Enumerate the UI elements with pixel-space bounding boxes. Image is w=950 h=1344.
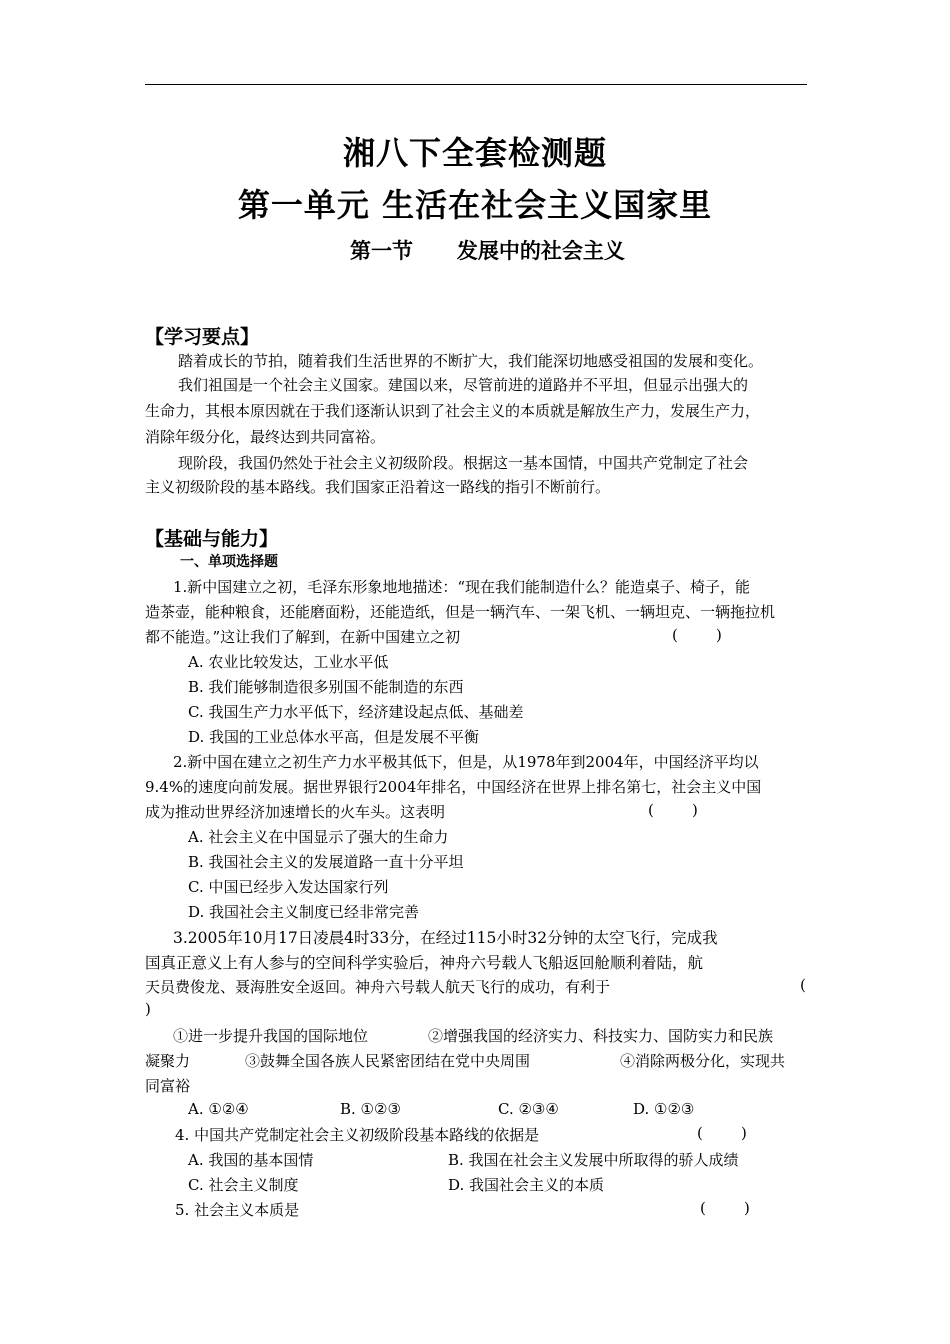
q2-option-d: D. 我国社会主义制度已经非常完善 — [188, 903, 420, 921]
q3-option-c: C. ②③④ — [498, 1100, 559, 1118]
study-points-para2-line3: 消除年级分化，最终达到共同富裕。 — [145, 428, 386, 446]
q3-statement-4: ④消除两极分化，实现共 — [620, 1052, 786, 1070]
q3-option-b: B. ①②③ — [340, 1100, 401, 1118]
header-rule — [145, 84, 807, 85]
q5-answer-blank: ( ) — [700, 1199, 750, 1217]
q1-option-b: B. 我们能够制造很多别国不能制造的东西 — [188, 678, 464, 696]
q4-answer-blank: ( ) — [697, 1124, 747, 1142]
q3-statement-4-cont: 同富裕 — [145, 1077, 191, 1095]
q3-line2: 国真正意义上有人参与的空间科学实验后，神舟六号载人飞船返回舱顺利着陆，航 — [145, 954, 704, 972]
q3-answer-blank-open: ( — [800, 976, 806, 994]
q4-line1: 4. 中国共产党制定社会主义初级阶段基本路线的依据是 — [175, 1126, 540, 1144]
q3-statement-1: ①进一步提升我国的国际地位 — [173, 1027, 369, 1045]
q1-option-c: C. 我国生产力水平低下，经济建设起点低、基础差 — [188, 703, 524, 721]
study-points-heading: 【学习要点】 — [145, 326, 260, 348]
q5-line1: 5. 社会主义本质是 — [175, 1201, 300, 1219]
basics-heading: 【基础与能力】 — [145, 528, 279, 550]
q2-answer-blank: ( ) — [648, 801, 698, 819]
q2-line2: 9.4%的速度向前发展。据世界银行2004年排名，中国经济在世界上排名第七，社会主义中国 — [145, 778, 762, 796]
q3-option-d: D. ①②③ — [633, 1100, 695, 1118]
q2-option-a: A. 社会主义在中国显示了强大的生命力 — [188, 828, 449, 846]
q4-option-d: D. 我国社会主义的本质 — [448, 1176, 605, 1194]
study-points-para2-line2: 生命力，其根本原因就在于我们逐渐认识到了社会主义的本质就是解放生产力，发展生产力， — [145, 402, 761, 420]
section-title: 第一节 发展中的社会主义 — [350, 239, 625, 263]
q1-line1: 1.新中国建立之初，毛泽东形象地地描述：“现在我们能制造什么？能造桌子、椅子，能 — [173, 578, 750, 596]
q1-line3: 都不能造。”这让我们了解到，在新中国建立之初 — [145, 628, 461, 646]
q3-statement-2: ②增强我国的经济实力、科技实力、国防实力和民族 — [428, 1027, 774, 1045]
study-points-para1: 踏着成长的节拍，随着我们生活世界的不断扩大，我们能深切地感受祖国的发展和变化。 — [178, 352, 764, 370]
q2-option-b: B. 我国社会主义的发展道路一直十分平坦 — [188, 853, 464, 871]
q1-answer-blank: ( ) — [672, 626, 722, 644]
q4-option-b: B. 我国在社会主义发展中所取得的骄人成绩 — [448, 1151, 739, 1169]
q4-option-c: C. 社会主义制度 — [188, 1176, 299, 1194]
unit-title: 第一单元 生活在社会主义国家里 — [237, 186, 713, 224]
study-points-para3-line1: 现阶段，我国仍然处于社会主义初级阶段。根据这一基本国情，中国共产党制定了社会 — [178, 454, 749, 472]
q1-line2: 造茶壶，能种粮食，还能磨面粉，还能造纸，但是一辆汽车、一架飞机、一辆坦克、一辆拖拉机 — [145, 603, 776, 621]
q3-answer-blank-close: ) — [145, 1000, 151, 1018]
q3-option-a: A. ①②④ — [188, 1100, 249, 1118]
q4-option-a: A. 我国的基本国情 — [188, 1151, 314, 1169]
single-choice-heading: 一、单项选择题 — [180, 554, 278, 570]
document-title: 湘八下全套检测题 — [342, 134, 607, 172]
q2-option-c: C. 中国已经步入发达国家行列 — [188, 878, 389, 896]
q3-statement-3: ③鼓舞全国各族人民紧密团结在党中央周围 — [245, 1052, 531, 1070]
study-points-para3-line2: 主义初级阶段的基本路线。我们国家正沿着这一路线的指引不断前行。 — [145, 478, 611, 496]
q2-line1: 2.新中国在建立之初生产力水平极其低下，但是，从1978年到2004年，中国经济平均以 — [173, 753, 759, 771]
q3-statement-2-cont: 凝聚力 — [145, 1052, 191, 1070]
q1-option-a: A. 农业比较发达，工业水平低 — [188, 653, 389, 671]
q1-option-d: D. 我国的工业总体水平高，但是发展不平衡 — [188, 728, 480, 746]
study-points-para2-line1: 我们祖国是一个社会主义国家。建国以来，尽管前进的道路并不平坦，但显示出强大的 — [178, 376, 749, 394]
q3-line1: 3.2005年10月17日凌晨4时33分，在经过115小时32分钟的太空飞行，完成我 — [173, 929, 718, 947]
q3-line3: 天员费俊龙、聂海胜安全返回。神舟六号载人航天飞行的成功，有利于 — [145, 978, 611, 996]
q2-line3: 成为推动世界经济加速增长的火车头。这表明 — [145, 803, 446, 821]
